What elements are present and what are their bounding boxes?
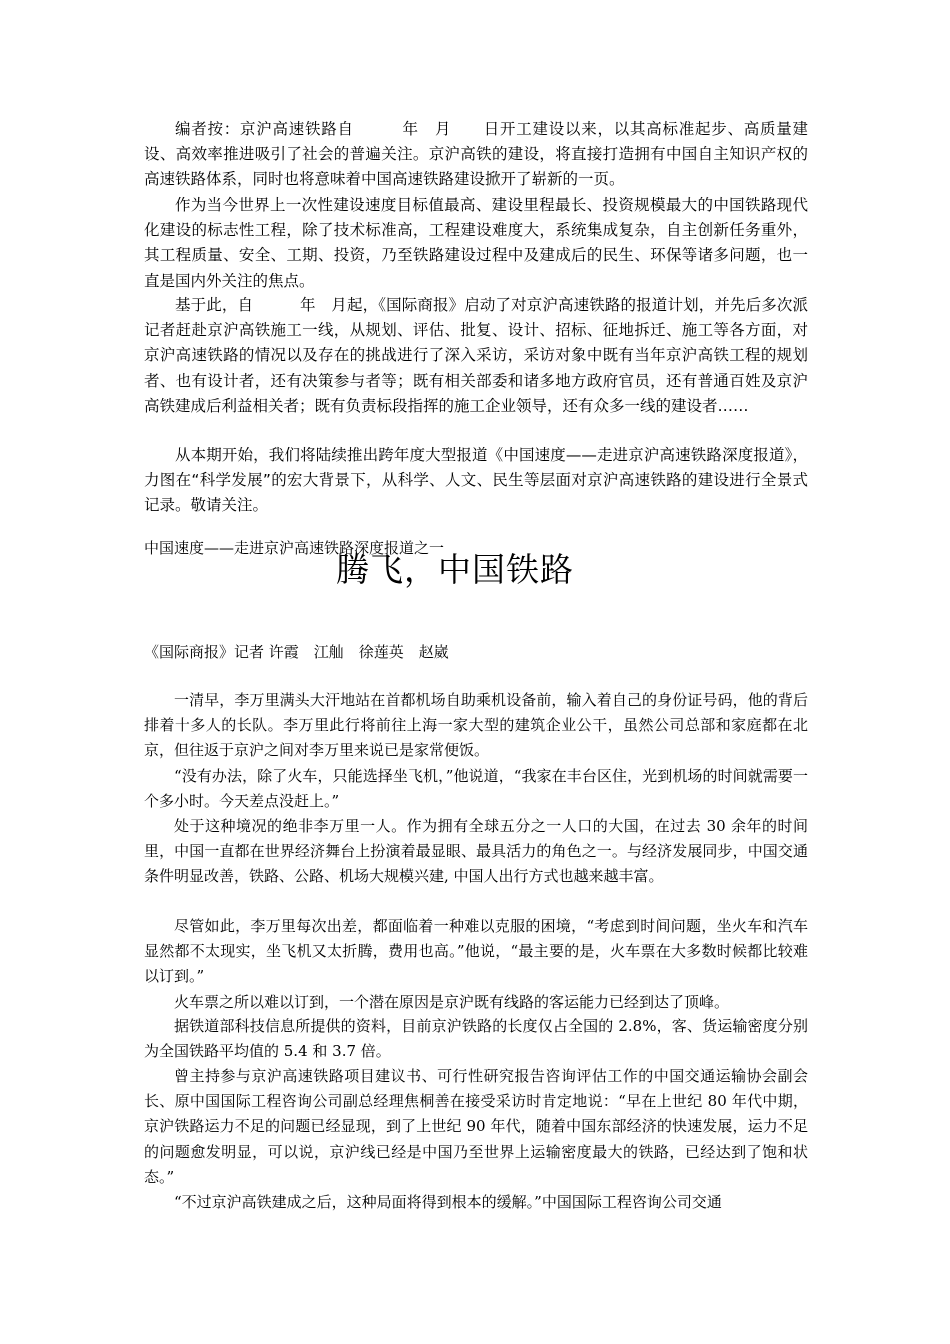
body-paragraph-8: “不过京沪高铁建成之后，这种局面将得到根本的缓解。”中国国际工程咨询公司交通 [174, 1193, 722, 1211]
byline: 《国际商报》记者 许霞 江舢 徐莲英 赵崴 [144, 643, 449, 661]
body-paragraph-6: 据铁道部科技信息所提供的资料，目前京沪铁路的长度仅占全国的 2.8%，客、货运输密度分别为全国铁路平均值的 5.4 和 3.7 倍。 [144, 1017, 808, 1061]
editor-note-paragraph-4: 从本期开始，我们将陆续推出跨年度大型报道《中国速度——走进京沪高速铁路深度报道》，力图在“科学发展”的宏大背景下，从科学、人文、民生等层面对京沪高速铁路的建设进行全景式记录。敬请关注。 [144, 446, 808, 515]
body-paragraph-5: 火车票之所以难以订到，一个潜在原因是京沪既有线路的客运能力已经到达了顶峰。 [174, 993, 730, 1011]
editor-note-paragraph-3: 基于此，自 年 月起，《国际商报》启动了对京沪高速铁路的报道计划，并先后多次派记者赶赴京沪高铁施工一线，从规划、评估、批复、设计、招标、征地拆迁、施工等各方面，对京沪高速铁路的情况以及存在的挑战进行了深入采访，采访对象中既有当年京沪高铁工程的规划者、也有设计者，还有决策参与者等；既有相关部委和诸多地方政府官员，还有普通百姓及京沪高铁建成后利益相关者；既有负责标段指挥的施工企业领导，还有众多一线的建设者…… [144, 296, 808, 415]
series-title: 中国速度——走进京沪高速铁路深度报道之一 [144, 539, 445, 557]
editor-note-paragraph-1: 编者按：京沪高速铁路自 年 月 日开工建设以来，以其高标准起步、高质量建设、高效率推进吸引了社会的普遍关注。京沪高铁的建设，将直接打造拥有中国自主知识产权的高速铁路体系，同时也将意味着中国高速铁路建设掀开了崭新的一页。 [144, 120, 808, 189]
headline: 腾飞，中国铁路 [336, 550, 574, 589]
body-paragraph-2: “没有办法，除了火车，只能选择坐飞机，”他说道，“我家在丰台区住，光到机场的时间就需要一个多小时。今天差点没赶上。” [144, 767, 808, 811]
body-paragraph-7: 曾主持参与京沪高速铁路项目建议书、可行性研究报告咨询评估工作的中国交通运输协会副会长、原中国国际工程咨询公司副总经理焦桐善在接受采访时肯定地说：“早在上世纪 80 年代中期，京沪铁路运力不足的问题已经显现，到了上世纪 90 年代，随着中国东部经济的快速发展，运力不足的问题愈发明显，可以说，京沪线已经是中国乃至世界上运输密度最大的铁路，已经达到了饱和状态。” [144, 1067, 808, 1186]
editor-note-paragraph-2: 作为当今世界上一次性建设速度目标值最高、建设里程最长、投资规模最大的中国铁路现代化建设的标志性工程，除了技术标准高，工程建设难度大，系统集成复杂，自主创新任务重外，其工程质量、安全、工期、投资，乃至铁路建设过程中及建成后的民生、环保等诸多问题，也一直是国内外关注的焦点。 [144, 196, 808, 290]
body-paragraph-3: 处于这种境况的绝非李万里一人。作为拥有全球五分之一人口的大国，在过去 30 余年的时间里，中国一直都在世界经济舞台上扮演着最显眼、最具活力的角色之一。与经济发展同步，中国交通条件明显改善，铁路、公路、机场大规模兴建, 中国人出行方式也越来越丰富。 [144, 817, 808, 886]
body-paragraph-1: 一清早，李万里满头大汗地站在首都机场自助乘机设备前，输入着自己的身份证号码，他的背后排着十多人的长队。李万里此行将前往上海一家大型的建筑企业公干，虽然公司总部和家庭都在北京，但往返于京沪之间对李万里来说已是家常便饭。 [144, 691, 808, 760]
body-paragraph-4: 尽管如此，李万里每次出差，都面临着一种难以克服的困境，“考虑到时间问题，坐火车和汽车显然都不太现实，坐飞机又太折腾，费用也高。”他说，“最主要的是，火车票在大多数时候都比较难以订到。” [144, 917, 808, 986]
